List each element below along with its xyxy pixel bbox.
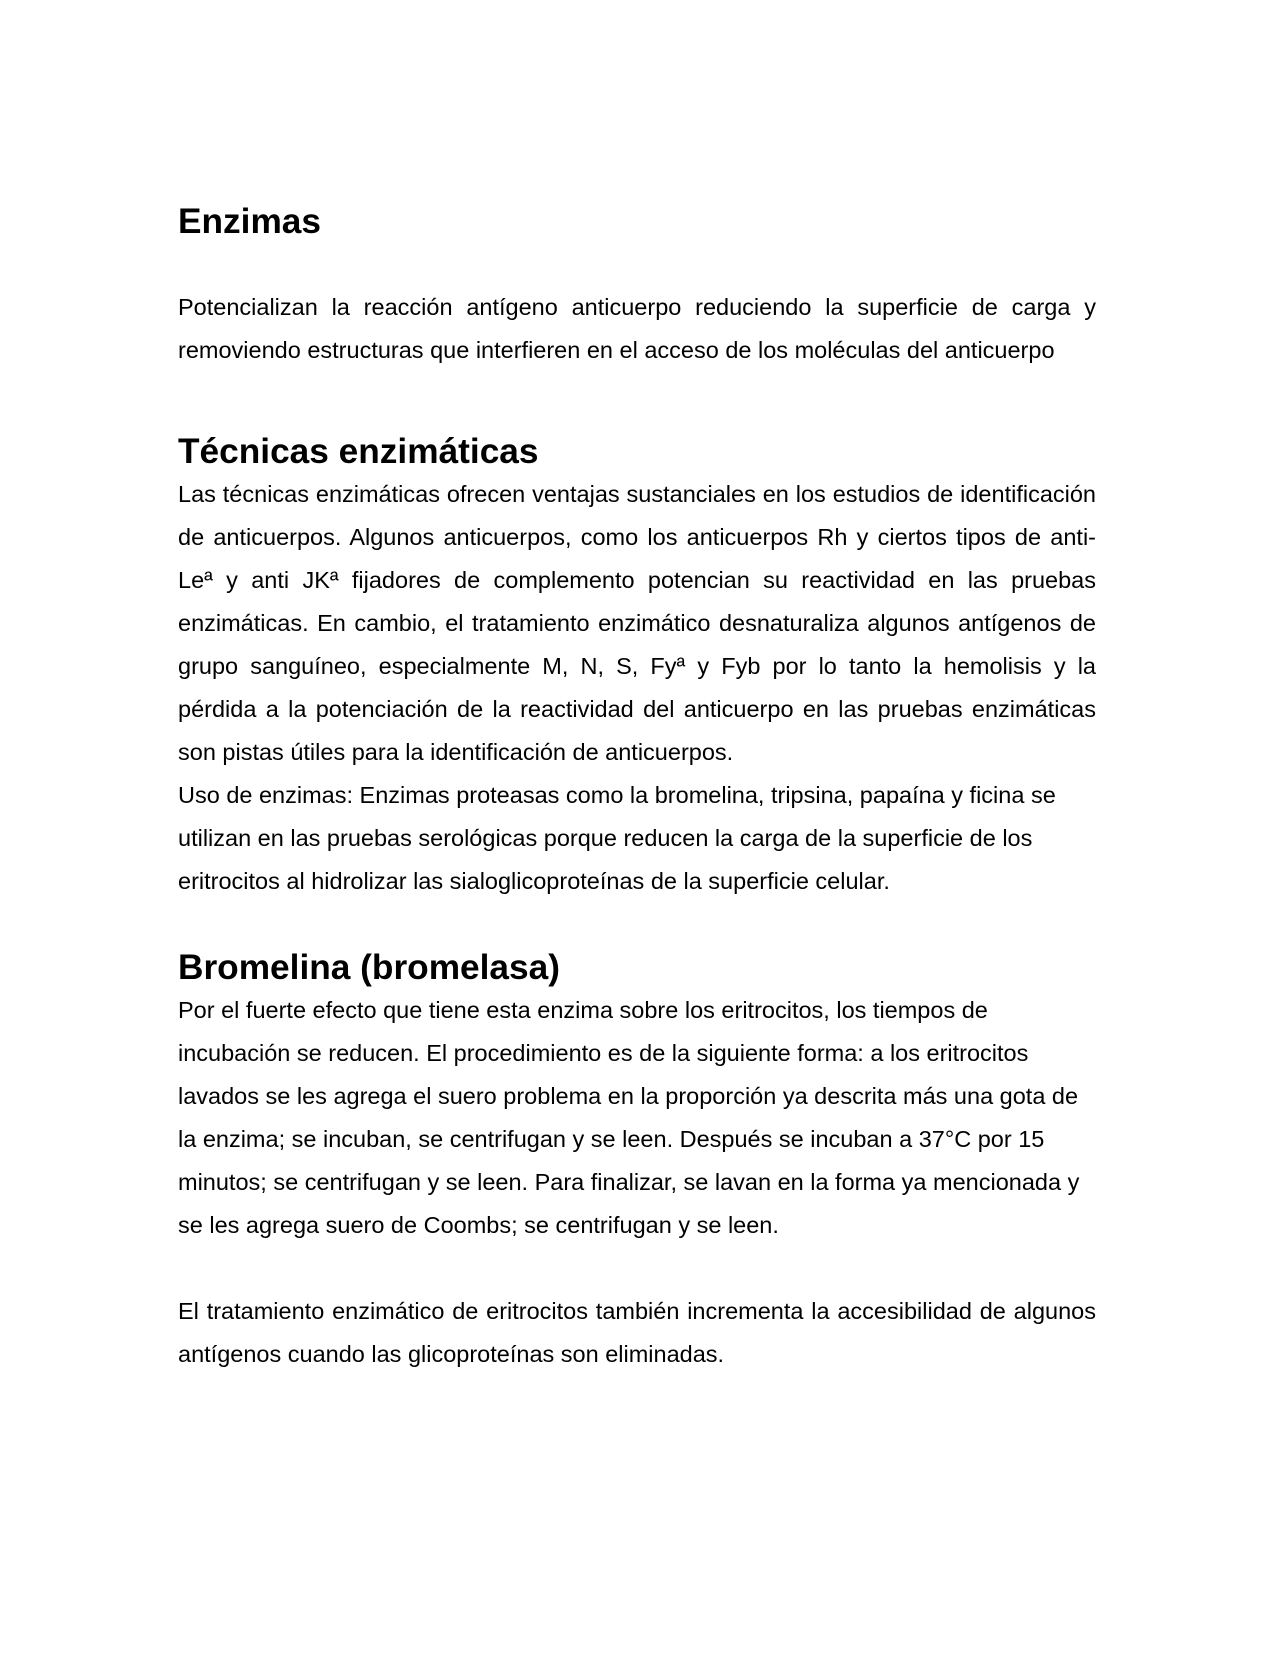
- heading-bromelina: Bromelina (bromelasa): [178, 948, 560, 987]
- paragraph-bromelina: Por el fuerte efecto que tiene esta enzima sobre los eritrocitos, los tiempos de incubación se reducen. El procedimiento es de la siguiente forma: a los eritrocitos lavados se les agrega el suero problema en la proporción ya descrita más una gota de la enzima; se incuban, se centrifugan y se leen. Después se incuban a 37°C por 15 minutos; se centrifugan y se leen. Para finalizar, se lavan en la forma ya mencionada y se les agrega suero de Coombs; se centrifugan y se leen.: [178, 997, 1080, 1238]
- paragraph-uso-de-enzimas: Uso de enzimas: Enzimas proteasas como la bromelina, tripsina, papaína y ficina se utilizan en las pruebas serológicas porque reducen la carga de la superficie de los eritrocitos al hidrolizar las sialoglicoproteínas de la superficie celular.: [178, 782, 1056, 894]
- paragraph-tratamiento-enzimatico: El tratamiento enzimático de eritrocitos también incrementa la accesibilidad de algunos antígenos cuando las glicoproteínas son eliminadas.: [178, 1298, 1096, 1367]
- heading-enzimas: Enzimas: [178, 202, 322, 241]
- document-page: [178, 200, 1096, 1376]
- paragraph-tecnicas-enzimaticas: Las técnicas enzimáticas ofrecen ventajas sustanciales en los estudios de identificación de anticuerpos. Algunos anticuerpos, como los anticuerpos Rh y ciertos tipos de anti-Leª y anti JKª fijadores de complemento potencian su reactividad en las pruebas enzimáticas. En cambio, el tratamiento enzimático desnaturaliza algunos antígenos de grupo sanguíneo, especialmente M, N, S, Fyª y Fyb por lo tanto la hemolisis y la pérdida a la potenciación de la reactividad del anticuerpo en las pruebas enzimáticas son pistas útiles para la identificación de anticuerpos.: [178, 481, 1096, 765]
- heading-tecnicas-enzimaticas: Técnicas enzimáticas: [178, 432, 539, 471]
- paragraph-enzimas: Potencializan la reacción antígeno anticuerpo reduciendo la superficie de carga y removiendo estructuras que interfieren en el acceso de los moléculas del anticuerpo: [178, 294, 1096, 363]
